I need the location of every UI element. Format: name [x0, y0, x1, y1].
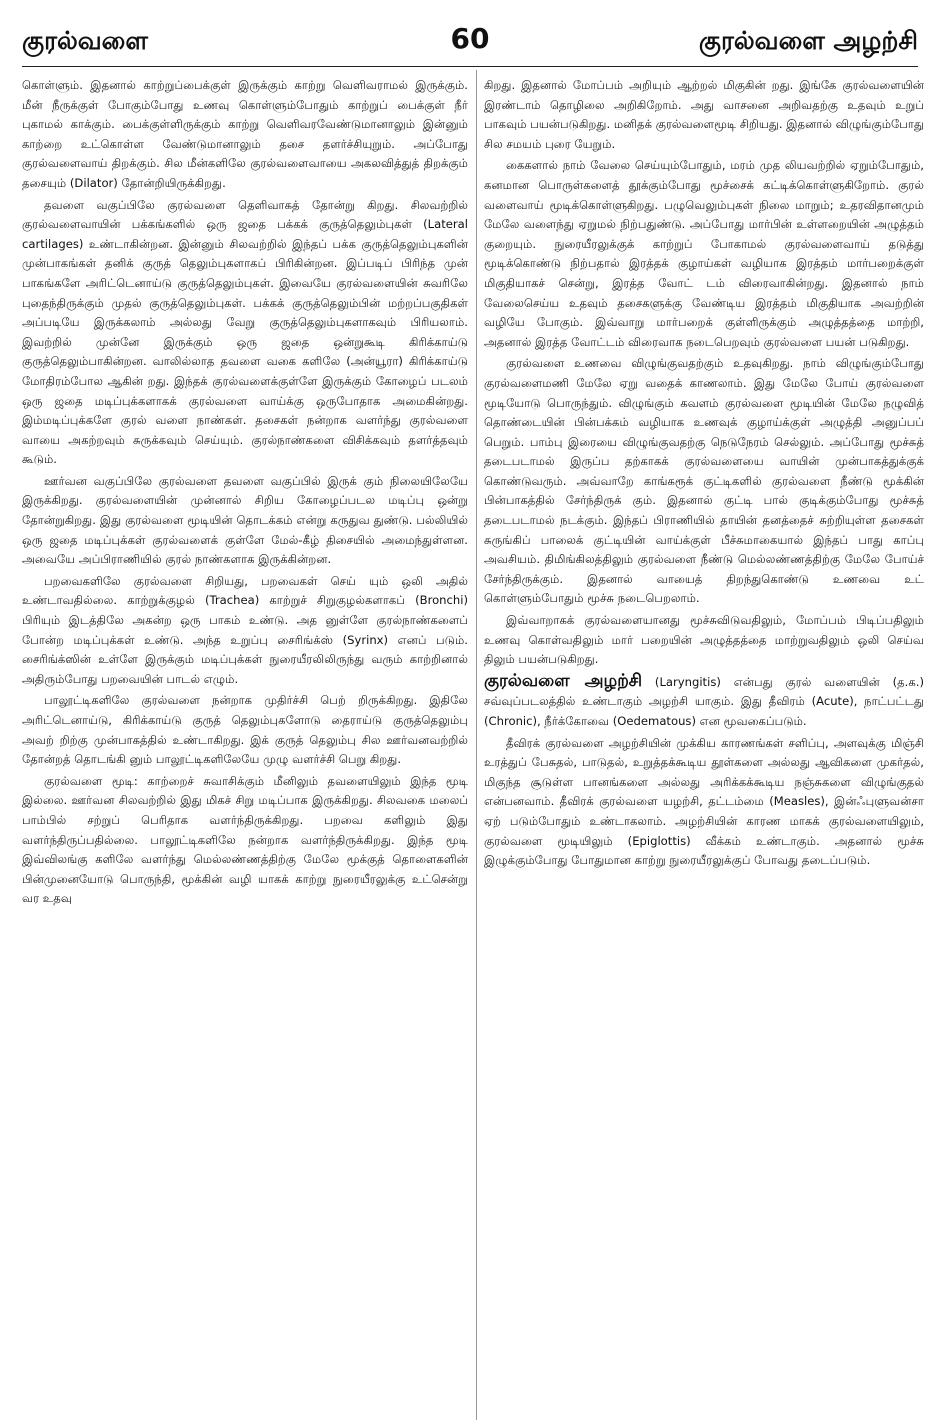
paragraph: கிறது. இதனால் மோப்பம் அறியும் ஆற்றல் மிகுகின் றது. இங்கே குரல்வளையின் இரண்டாம் தொழிலை அறிகிறோம். அது வாசனை அறிவதற்கு உதவும் உறுப் பாகவும் பயன்படுகிறது. மனிதக் குரல்வளைமூடி சிறியது. இதனால் விழுங்கும்போது சில சமயம் புரை யேறும். — [484, 78, 924, 151]
page-header — [22, 22, 918, 66]
entry-intro: (Laryngitis) என்பது குரல் வளையின் (த.க.) சவ்வுப்படலத்தில் உண்டாகும் அழற்சி யாகும். இது தீவிரம் (Acute), நாட்பட்டது (Chronic), நீர்க்கோவை (Oedematous) என மூவகைப்படும். — [484, 674, 924, 728]
paragraph: கைகளால் நாம் வேலை செய்யும்போதும், மரம் முத லியவற்றில் ஏறும்போதும், கனமான பொருள்களைத் தூக்கும்போது மூச்சைக் கட்டிக்கொள்ளுகிறோம். குரல் வளைவாய் மூடிக்கொள்ளுகிறது. பழுவெலும்புகள் நிலை மாறும்; உதரவிதானமும் மேலே வளைந்து ஏறுமல் நிற்பதுண்டு. அப்போது மார்பின் உள்ளறையின் அழுத்தம் குறையும். நுரையீரலுக்குக் காற்றுப் போகாமல் குரல்வளைவாய் தடுத்து மூடிக்கொண்டு நிற்பதால் இரத்தக் குழாய்கள் வழியாக இரத்தம் மார்பறைக்குள் மிகுதியாகச் சென்று, இரத்த வோட் டம் விரைவாகின்றது. இதனால் நாம் வேலைசெய்ய உதவும் தசைகளுக்கு வேண்டிய இரத்தம் மிகுதியாக அவற்றின் வழியே போகும். இவ்வாறு மார்பறைக் குள்ளிருக்கும் அழுத்தத்தை மாற்றி, அதனால் இரத்த வோட்டம் விரைவாக நடைபெறவும் குரல்வளை பயன் படுகிறது. — [484, 158, 924, 349]
paragraph: குரல்வளை மூடி: காற்றைச் சுவாசிக்கும் மீனிலும் தவளையிலும் இந்த மூடி இல்லை. ஊர்வன சிலவற்றில் இது மிகச் சிறு மடிப்பாக இருக்கிறது. சிலவகை மலைப் பாம்பில் சற்றுப் பெரிதாக வளர்ந்திருக்கிறது. பறவை களிலும் இது வளர்ந்திருப்பதில்லை. பாலூட்டிகளிலே நன்றாக வளர்ந்திருக்கிறது. இந்த மூடி இவ்விலங்கு களிலே வளர்ந்து மெல்லண்ணத்திற்கு மேலே மூக்குத் தொளைகளின் பின்முனையோடு பொருந்தி, மூக்கின் வழி யாகக் காற்று நுரையீரலுக்கு உட்சென்று வர உதவு — [22, 773, 468, 906]
paragraph: பறவைகளிலே குரல்வளை சிறியது, பறவைகள் செய் யும் ஒலி அதில் உண்டாவதில்லை. காற்றுக்குழல் (Trachea) காற்றுச் சிறுகுழல்களாகப் (Bronchi) பிரியும் இடத்திலே அகன்ற ஒரு பாகம் உண்டு. அத னுள்ளே குரல்நாண்களைப் போன்ற மடிப்புக்கள் உண்டு. அந்த உறுப்பு சைரிங்க்ஸ் (Syrinx) எனப் படும். சைரிங்க்ஸின் உள்ளே இருக்கும் மடிப்புக்கள் நுரையீரலிலிருந்து வரும் காற்றினால் அதிரும்போது பறவையின் பாடல் எழும். — [22, 573, 468, 686]
paragraph: குரல்வளை உணவை விழுங்குவதற்கும் உதவுகிறது. நாம் விழுங்கும்போது குரல்வளைமணி மேலே ஏறு வதைக் காணலாம். இது மேலே போய் குரல்வளை மூடியோடு பொருந்தும். விழுங்கும் கவளம் குரல்வளை மூடியின் மேலே நழுவித் தொண்டையின் பின்பக்கம் வழியாக உணவுக் குழாய்க்குள் அழுத்தி அனுப்பப் பெறும். பாம்பு இரையை விழுங்குவதற்கு நெடுநேரம் செல்லும். அப்போது மூச்சுத் தடைபடாமல் இருப்ப தற்காகக் குரல்வளையை வாயின் முன்பாகத்துக்குக் கொண்டுவரும். அவ்வாறே காங்கரூக் குட்டிகளில் குரல்வளை நீண்டு மூக்கின் பின்பாகத்தில் சேர்ந்திருக் கும். இதனால் குட்டி பால் குடிக்கும்போது மூச்சுத் தடைபடாமல் நடக்கும். இந்தப் பிராணியில் தாயின் தனத்தைச் சுற்றியுள்ள தசைகள் சுருங்கிப் பாலைக் குட்டியின் வாய்க்குள் பீச்சுமாகையால் இந்தப் பாது காப்பு அவசியம். திமிங்கிலத்திலும் குரல்வளை நீண்டு மெல்லண்ணத்திற்கு மேலே போய்ச் சேர்ந்திருக்கும். இதனால் வாயைத் திறந்துகொண்டு உணவை உட் கொள்ளும்போதும் மூச்சு நடைபெறலாம். — [484, 356, 924, 606]
paragraph: பாலூட்டிகளிலே குரல்வளை நன்றாக முதிர்ச்சி பெற் றிருக்கிறது. இதிலே அரிட்டெனாய்டு, கிரிக்காய்டு குருத் தெலும்புகளோடு தைராய்டு குருத்தெலும்பு அவற் றிற்கு முன்பாகத்தில் உண்டாகிறது. இக் குருத் தெலும்பு சில ஊர்வனவற்றில் தோன்றத் தொடங்கி னும் பாலூட்டிகளிலேயே முழு வளர்ச்சி பெறு கிறது. — [22, 693, 468, 767]
header-rule — [22, 66, 918, 67]
paragraph: ஊர்வன வகுப்பிலே குரல்வளை தவளை வகுப்பில் இருக் கும் நிலையிலேயே இருக்கிறது. குரல்வளையின் முன்னால் சிறிய கோழைப்படல மடிப்பு ஒன்று தோன்றுகிறது. இது குரல்வளை மூடியின் தொடக்கம் என்று கருதுவ துண்டு. பல்லியில் ஒரு ஜதை மடிப்புக்கள் குரல்வளைக் குள்ளே மேல்-கீழ் திசையில் அமைந்துள்ளன. அவையே அப்பிராணியில் குரல் நாண்களாக இருக்கின்றன. — [22, 473, 468, 567]
entry-heading: குரல்வளை அழற்சி — [484, 670, 643, 691]
left-column — [22, 76, 468, 1416]
header-left-keyword: குரல்வளை — [22, 26, 148, 55]
paragraph: இவ்வாறாகக் குரல்வளையானது மூச்சுவிடுவதிலும், மோப்பம் பிடிப்பதிலும் உணவு கொள்வதிலும் மார் பறையின் அழுத்தத்தை மாற்றுவதிலும் ஒலி செய்வ திலும் பயன்படுகிறது. — [484, 613, 924, 667]
entry-paragraph — [484, 672, 924, 732]
column-divider — [476, 70, 477, 1420]
paragraph: தவளை வகுப்பிலே குரல்வளை தெளிவாகத் தோன்று கிறது. சிலவற்றில் குரல்வளைவாயின் பக்கங்களில் ஒரு ஜதை பக்கக் குருத்தெலும்புகள் (Lateral cartilages) உண்டாகின்றன. இன்னும் சிலவற்றில் இந்தப் பக்க குருத்தெலும்புகளின் முன்பாகங்கள் தனிக் குருத் தெலும்புகளாகப் பிரிகின்றன. இப்படிப் பிரிந்த முன் பாகங்களே அரிட்டெனாய்டு குருத்தெலும்புகள். இவையே குரல்வளையின் சுவரிலே புதைந்திருக்கும் முதல் குருத்தெலும்புகள். பக்கக் குருத்தெலும்பின் மற்றப்பகுதிகள் அப்படியே இருக்கலாம் அல்லது வேறு குருத்தெலும்புகளாகவும் பிரியலாம். இவற்றில் முன்னே இருக்கும் ஒரு ஜதை ஒன்றுகூடி கிரிக்காய்டு குருத்தெலும்பாகின்றன. வாலில்லாத தவளை வகை களிலே (அன்யூரா) கிரிக்காய்டு மோதிரம்போல ஆகின் றது. இந்தக் குரல்வளைக்குள்ளே இருக்கும் கோழைப் படலம் ஒரு ஜதை மடிப்புக்களாகக் குரல்வளை வாய்க்கு ஒருபோதாக அமைகின்றது. இம்மடிப்புக்களே குரல் வளை நாண்கள். தசைகள் நன்றாக வளர்ந்து குரல்வளை வாயை அகற்றவும் சுருக்கவும் செய்யும். குரல்நாண்களை விசிக்கவும் தளர்த்தவும் கூடும். — [22, 197, 468, 467]
paragraph: தீவிரக் குரல்வளை அழற்சியின் முக்கிய காரணங்கள் சளிப்பு, அளவுக்கு மிஞ்சி உரத்துப் பேசுதல், பாடுதல், உறுத்தக்கூடிய தூள்களை அல்லது ஆவிகளை முகர்தல், மிகுந்த சூடுள்ள பானங்களை அல்லது அரிக்கக்கூடிய நஞ்சுகளை விழுங்குதல் என்பனவாம். தீவிரக் குரல்வளை யழற்சி, தட்டம்மை (Measles), இன்ஃபுளுவன்சா ஏற் படும்போதும் உண்டாகலாம். அழற்சியின் காரண மாகக் குரல்வளையிலும், குரல்வளை மூடியிலும் (Epiglottis) வீக்கம் உண்டாகும். அதனால் மூச்சு இழுக்கும்போது போதுமான காற்று நுரையீரலுக்குப் போவது தடைப்படும். — [484, 735, 924, 868]
page-number: 60 — [450, 22, 490, 55]
header-right-keyword: குரல்வளை அழற்சி — [698, 26, 918, 55]
paragraph: கொள்ளும். இதனால் காற்றுப்பைக்குள் இருக்கும் காற்று வெளிவராமல் இருக்கும். மீன் நீருக்குள் போகும்போது உணவு கொள்ளும்போதும் காற்றுப் பைக்குள் நீர் புகாமல் காக்கும். பைக்குள்ளிருக்கும் காற்று வெளிவரவேண்டுமானாலும் இன்னும் காற்றை உட்கொள்ள வேண்டுமானாலும் தசை தளர்ச்சியுறும். அப்போது குரல்வளைவாய் திறக்கும். சில மீன்களிலே குரல்வளைவாயை அகலவித்துத் திறக்கும் தசையும் (Dilator) தோன்றியிருக்கிறது. — [22, 78, 468, 190]
right-column — [484, 76, 924, 1416]
